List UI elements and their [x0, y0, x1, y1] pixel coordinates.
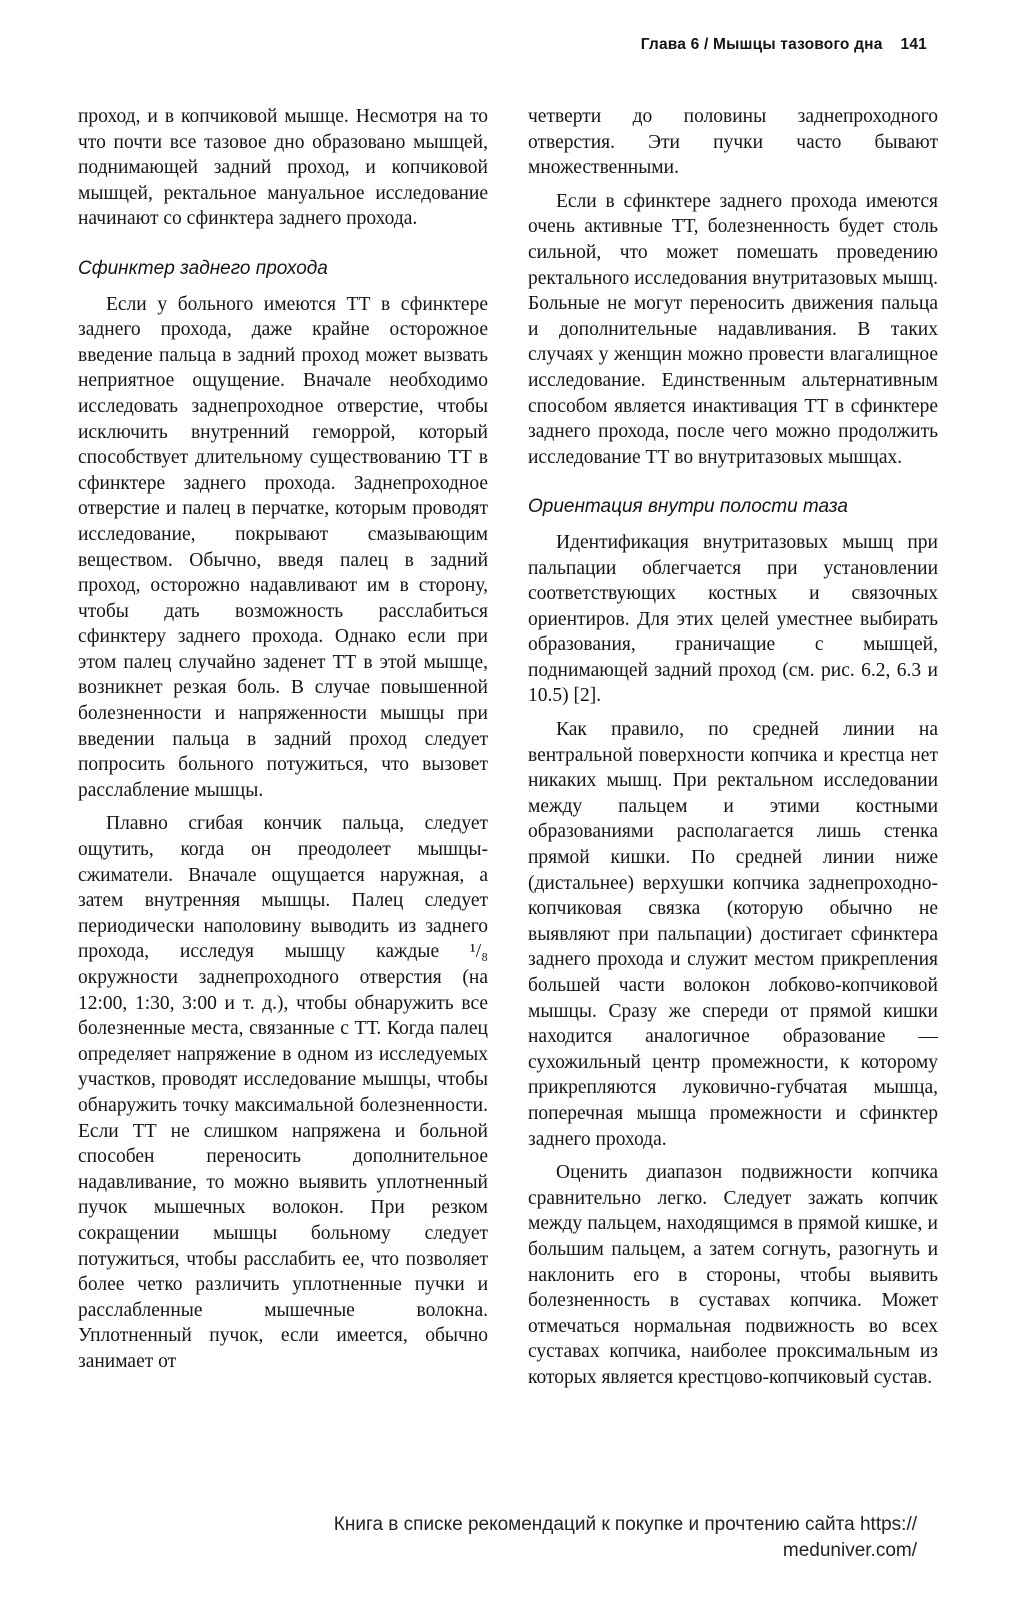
left-column: [78, 104, 488, 1383]
section-heading: Сфинктер заднего прохода: [78, 257, 328, 279]
paragraph: Если у больного имеются ТТ в сфинктере заднего прохода, даже крайне осторожное введение пальца в задний проход может вызвать неприятное ощущение. Вначале необходимо исследовать заднепроходное отверстие, чтобы исключить внутренний геморрой, который способствует длительному существованию ТТ в сфинктере заднего прохода. Заднепроходное отверстие и палец в перчатке, которым проводят исследование, покрывают смазывающим веществом. Обычно, введя палец в задний проход, осторожно надавливают им в сторону, чтобы дать возможность расслабиться сфинктеру заднего прохода. Однако если при этом палец случайно заденет ТТ в этой мышце, возникнет резкая боль. В случае повышенной болезненности и напряженности мышцы при введении пальца в задний проход следует попросить больного потужиться, что вызовет расслабление мышцы.: [78, 293, 488, 801]
paragraph: Как правило, по средней линии на вентральной поверхности копчика и крестца нет никаких мышц. При ректальном исследовании между пальцем и этими костными образованиями располагается лишь стенка прямой кишки. По средней линии ниже (дистальнее) верхушки копчика заднепроходно-копчиковая связка (которую обычно не выявляют при пальпации) достигает сфинктера заднего прохода и служит местом прикрепления большей части волокон лобково-копчиковой мышцы. Сразу же спереди от прямой кишки находится аналогичное образование — сухожильный центр промежности, к которому прикрепляются луковично-губчатая мышца, поперечная мышца промежности и сфинктер заднего прохода.: [528, 719, 938, 1150]
footer-link[interactable]: meduniver.com/: [782, 1540, 917, 1561]
chapter-title: Глава 6 / Мышцы тазового дна: [640, 36, 883, 53]
running-header: [641, 36, 927, 54]
paragraph: четверти до половины заднепроходного отверстия. Эти пучки часто бывают множественными.: [528, 106, 938, 179]
paragraph: Оценить диапазон подвижности копчика сравнительно легко. Следует зажать копчик между пальцем, находящимся в прямой кишке, и большим пальцем, а затем согнуть, разогнуть и наклонить его в стороны, чтобы выявить болезненность в суставах копчика. Может отмечаться нормальная подвижность во всех суставах копчика, наиболее проксимальным из которых является крестцово-копчиковый сустав.: [528, 1162, 938, 1388]
paragraph: Плавно сгибая кончик пальца, следует ощутить, когда он преодолеет мышцы-сжиматели. Вначале ощущается наружная, а затем внутренняя мышцы. Палец следует периодически наполовину выводить из заднего прохода, исследуя мышцу каждые ¹/₈ окружности заднепроходного отверстия (на 12:00, 1:30, 3:00 и т. д.), чтобы обнаружить все болезненные места, связанные с ТТ. Когда палец определяет напряжение в одном из исследуемых участков, проводят исследование мышцы, чтобы обнаружить точку максимальной болезненности. Если ТТ не слишком напряжена и больной способен переносить дополнительное надавливание, то можно выявить уплотненный пучок мышечных волокон. При резком сокращении мышцы больному следует потужиться, чтобы расслабить ее, что позволяет более четко различить уплотненные пучки и расслабленные мышечные волокна. Уплотненный пучок, если имеется, обычно занимает от: [78, 813, 488, 1372]
footer-line: Книга в списке рекомендаций к покупке и прочтению сайта https://: [333, 1514, 917, 1535]
watermark-footer: [117, 1512, 917, 1564]
right-column: [528, 104, 938, 1399]
paragraph: Идентификация внутритазовых мышц при пальпации облегчается при установлении соответствующих костных и связочных ориентиров. Для этих целей уместнее выбирать образования, граничащие с мышцей, поднимающей задний проход (см. рис. 6.2, 6.3 и 10.5) [2].: [528, 531, 938, 707]
paragraph: Если в сфинктере заднего прохода имеются очень активные ТТ, болезненность будет столь сильной, что может помешать проведению ректального исследования внутритазовых мышц. Больные не могут переносить движения пальца и дополнительные надавливания. В таких случаях у женщин можно провести влагалищное исследование. Единственным альтернативным способом является инактивация ТТ в сфинктере заднего прохода, после чего можно продолжить исследование ТТ во внутритазовых мышцах.: [528, 190, 938, 468]
page-number: 141: [900, 36, 927, 53]
section-heading: Ориентация внутри полости таза: [528, 496, 848, 518]
paragraph: проход, и в копчиковой мышце. Несмотря на то что почти все тазовое дно образовано мышцей, поднимающей задний проход, и копчиковой мышцей, ректальное мануальное исследование начинают со сфинктера заднего прохода.: [78, 106, 488, 230]
